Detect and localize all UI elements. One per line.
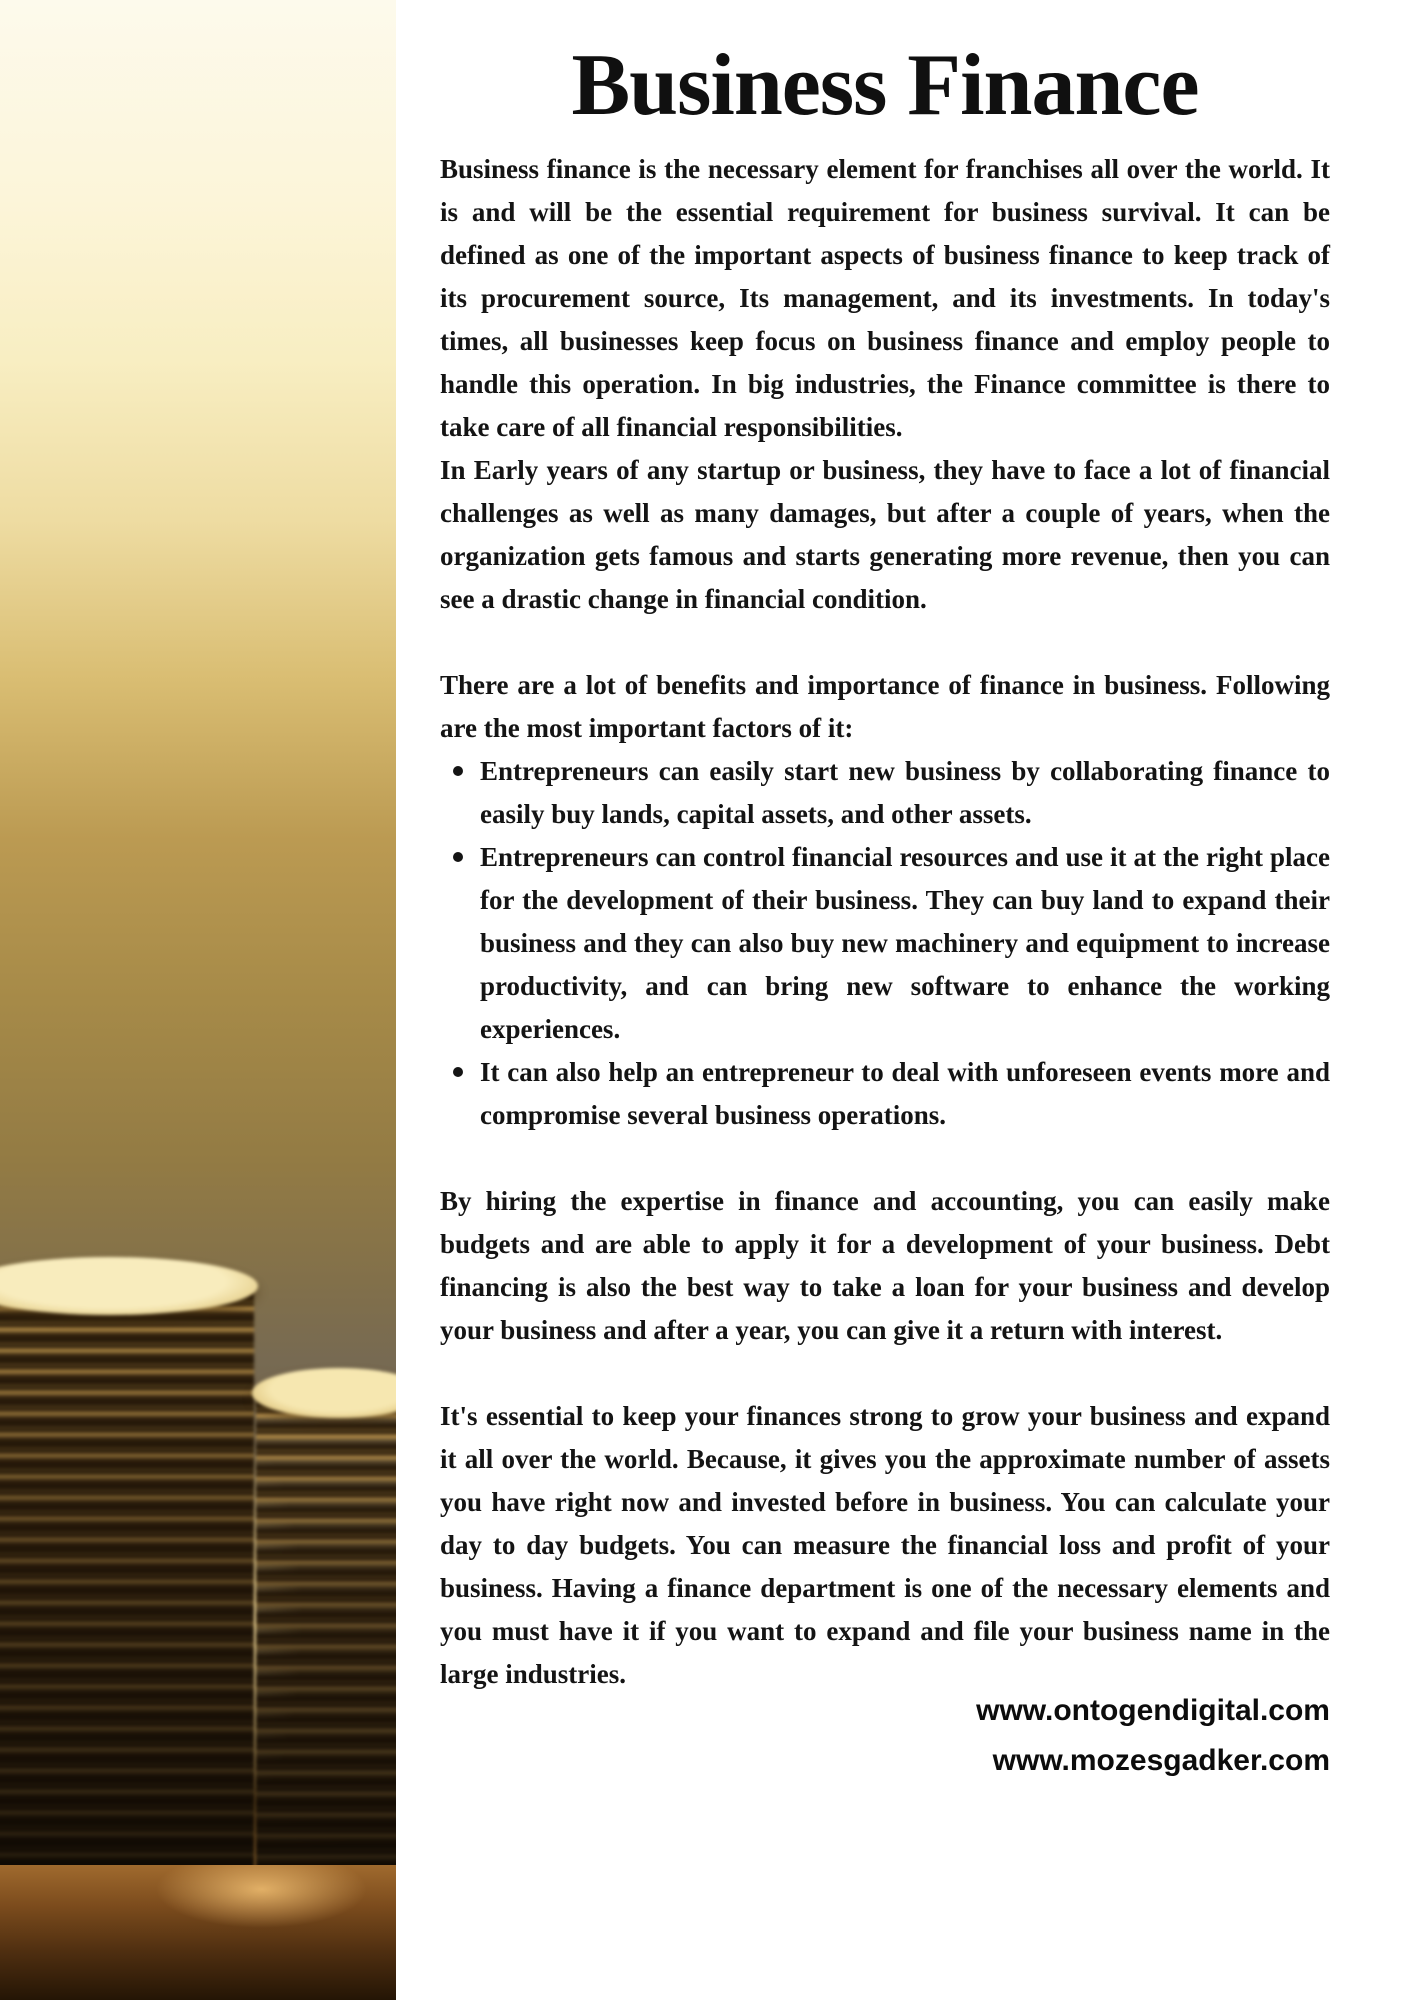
list-item: It can also help an entrepreneur to deal with unforeseen events more and compromise several business operations. [480,1051,1330,1137]
paragraph-essential: It's essential to keep your finances strong to grow your business and expand it all over the world. Because, it gives you the approximate number of assets you have right now and invested before in business. You can calculate your day to day budgets. You can measure the financial loss and profit of your business. Having a finance department is one of the necessary elements and you must have it if you want to expand and file your business name in the large industries. [440,1401,1330,1690]
benefits-list [440,750,1330,1137]
page-title: Business Finance [571,37,1199,134]
paragraph-benefits-intro: There are a lot of benefits and importance of finance in business. Following are the most important factors of it: [440,670,1330,744]
website-url-secondary: www.mozesgadker.com [992,1744,1330,1778]
paragraph-early-years: In Early years of any startup or business, they have to face a lot of financial challenges as well as many damages, but after a couple of years, when the organization gets famous and starts generating more revenue, then you can see a drastic change in financial condition. [440,455,1330,615]
article [440,0,1330,1786]
coin-stack-right [256,1392,396,1892]
coin-stack-left [0,1285,254,1885]
list-item: Entrepreneurs can easily start new business by collaborating finance to easily buy lands, capital assets, and other assets. [480,750,1330,836]
paragraph-hiring-expertise: By hiring the expertise in finance and accounting, you can easily make budgets and are able to apply it for a development of your business. Debt financing is also the best way to take a loan for your business and develop your business and after a year, you can give it a return with interest. [440,1186,1330,1346]
article-body [440,148,1330,1696]
website-url-primary: www.ontogendigital.com [976,1694,1330,1728]
list-item: Entrepreneurs can control financial resources and use it at the right place for the development of their business. They can buy land to expand their business and they can also buy new machinery and equipment to increase productivity, and can bring new software to enhance the working experiences. [480,836,1330,1051]
coin-stacks-photo [0,0,396,2000]
footer [440,1686,1330,1786]
paragraph-intro: Business finance is the necessary element for franchises all over the world. It is and will be the essential requirement for business survival. It can be defined as one of the important aspects of business finance to keep track of its procurement source, Its management, and its investments. In today's times, all businesses keep focus on business finance and employ people to handle this operation. In big industries, the Finance committee is there to take care of all financial responsibilities. [440,154,1330,443]
wooden-table-surface [0,1865,396,2000]
